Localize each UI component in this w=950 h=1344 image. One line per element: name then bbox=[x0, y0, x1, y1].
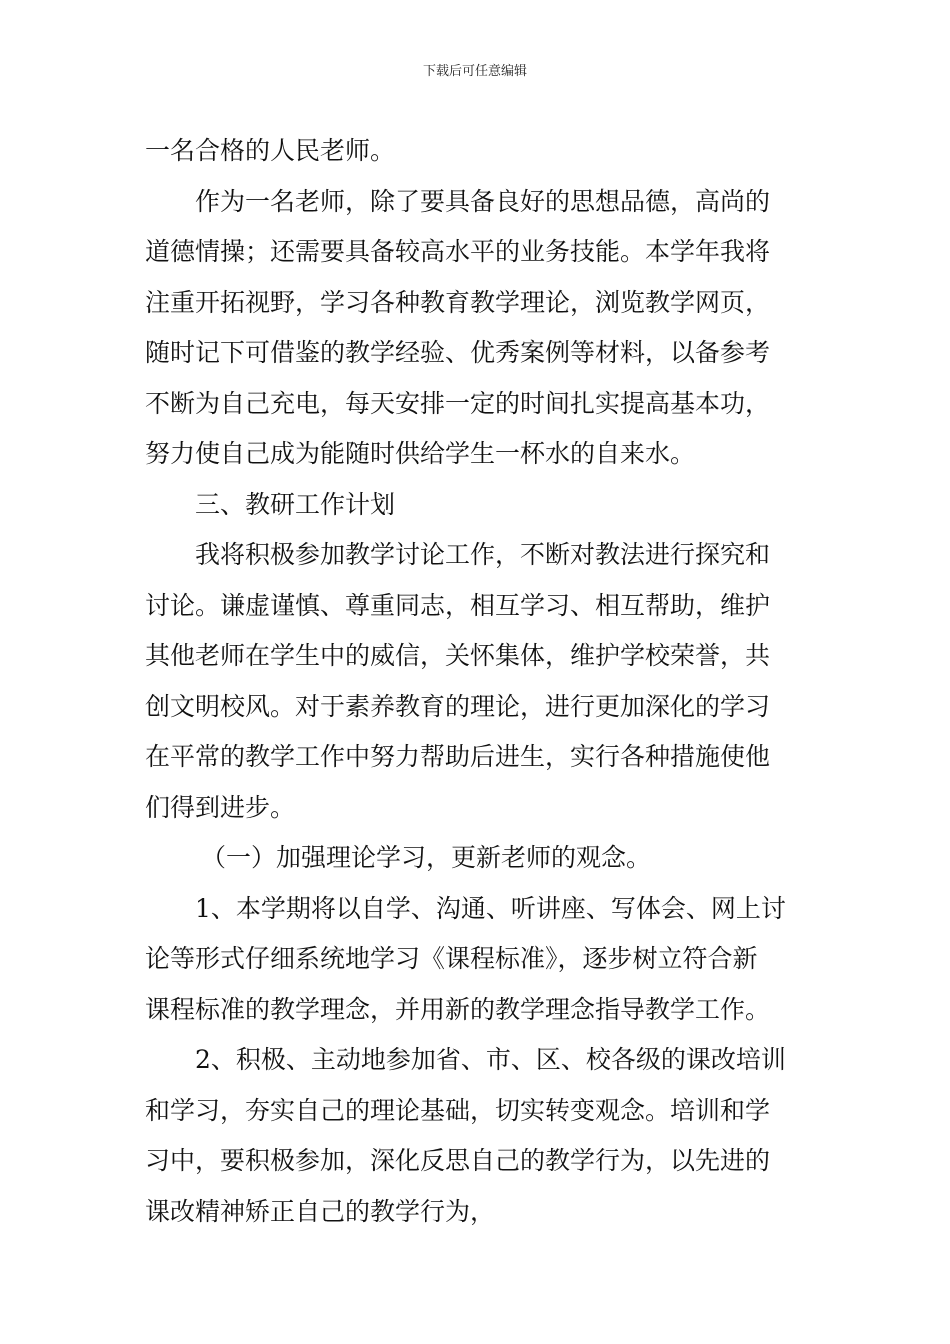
text-line: 论等形式仔细系统地学习《课程标准》，逐步树立符合新 bbox=[145, 944, 758, 973]
text-line: 其他老师在学生中的威信，关怀集体，维护学校荣誉，共 bbox=[145, 641, 771, 670]
text-line: 道德情操；还需要具备较高水平的业务技能。本学年我将 bbox=[145, 237, 771, 266]
text-line: 不断为自己充电，每天安排一定的时间扎实提高基本功， bbox=[145, 388, 771, 418]
text-line: 们得到进步。 bbox=[145, 792, 296, 822]
paragraph-first-line: 作为一名老师，除了要具备良好的思想品德，高尚的 bbox=[195, 186, 771, 216]
paragraph-first-line: 1、本学期将以自学、沟通、听讲座、写体会、网上讨 bbox=[195, 893, 786, 923]
paragraph-first-line: 我将积极参加教学讨论工作，不断对教法进行探究和 bbox=[195, 540, 771, 569]
text-line: 和学习，夯实自己的理论基础，切实转变观念。培训和学 bbox=[145, 1095, 771, 1125]
page-header: 下载后可任意编辑 bbox=[422, 64, 527, 79]
text-line: 随时记下可借鉴的教学经验、优秀案例等材料，以备参考 bbox=[145, 338, 771, 367]
text-line: 讨论。谦虚谨慎、尊重同志，相互学习、相互帮助，维护 bbox=[145, 590, 771, 620]
text-line: 在平常的教学工作中努力帮助后进生，实行各种措施使他 bbox=[145, 742, 771, 771]
text-line: 注重开拓视野，学习各种教育教学理论，浏览教学网页， bbox=[145, 287, 771, 317]
section-heading: 三、教研工作计划 bbox=[195, 489, 396, 519]
text-line: 努力使自己成为能随时供给学生一杯水的自来水。 bbox=[145, 439, 696, 468]
text-line: 课改精神矫正自己的教学行为， bbox=[145, 1196, 496, 1226]
text-line: 习中，要积极参加，深化反思自己的教学行为，以先进的 bbox=[145, 1146, 771, 1175]
text-line: 一名合格的人民老师。 bbox=[145, 136, 396, 165]
subsection-heading: （一）加强理论学习，更新老师的观念。 bbox=[201, 843, 652, 872]
text-line: 课程标准的教学理念，并用新的教学理念指导教学工作。 bbox=[145, 994, 771, 1024]
paragraph-first-line: 2、积极、主动地参加省、市、区、校各级的课改培训 bbox=[195, 1045, 786, 1074]
text-line: 创文明校风。对于素养教育的理论，进行更加深化的学习 bbox=[145, 691, 771, 721]
document-body bbox=[145, 126, 810, 1237]
